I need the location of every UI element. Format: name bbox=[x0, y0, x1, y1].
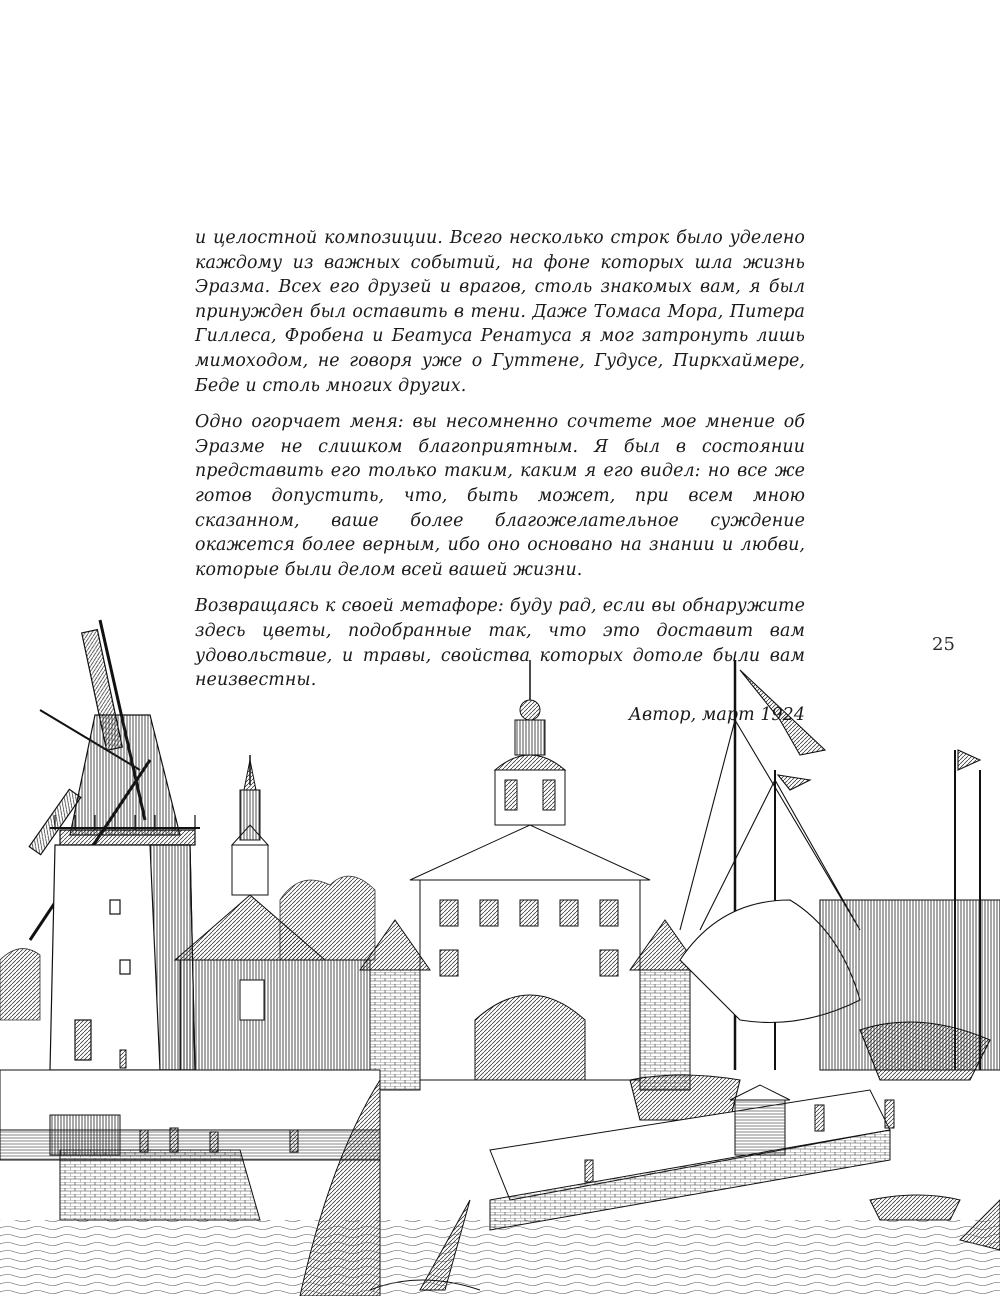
paragraph-3: Возвращаясь к своей метафоре: буду рад, если вы обнаружите здесь цветы, подобранные так, что это доставит вам удовольствие, и травы, свойства которых дотоле были вам неизвестны. bbox=[195, 596, 805, 691]
gatehouse bbox=[360, 660, 700, 1090]
windmill bbox=[29, 620, 200, 1070]
harbor-engraving bbox=[0, 600, 1000, 1296]
harbor-water bbox=[0, 1220, 1000, 1296]
paragraph-1: и целостной композиции. Всего несколько строк было уделено каждому из важных событий, на фоне которых шла жизнь Эразма. Всех его друзей и врагов, столь знакомых вам, я был принужден был оставить в тени. Даже Томаса Мора, Питера Гиллеса, Фробена и Беатуса Ренатуса я мог затронуть лишь мимоходом, не говоря уже о Гуттене, Гудусе, Пиркхаймере, Беде и столь многих других. bbox=[195, 228, 805, 396]
harbor-quay bbox=[0, 1070, 890, 1230]
paragraph-2: Одно огорчает меня: вы несомненно сочтете мое мнение об Эразме не слишком благоприятным. Я был в состоянии представить его только таким, каким я его видел: но все же готов допустить, что, быть может, при всем мною сказанном, ваше более благожелательное суждение окажется более верным, ибо оно основано на знании и любви, которые были делом всей вашей жизни. bbox=[195, 412, 805, 580]
author-signature: Автор, март 1924 bbox=[628, 704, 805, 725]
page-number: 25 bbox=[932, 634, 955, 655]
